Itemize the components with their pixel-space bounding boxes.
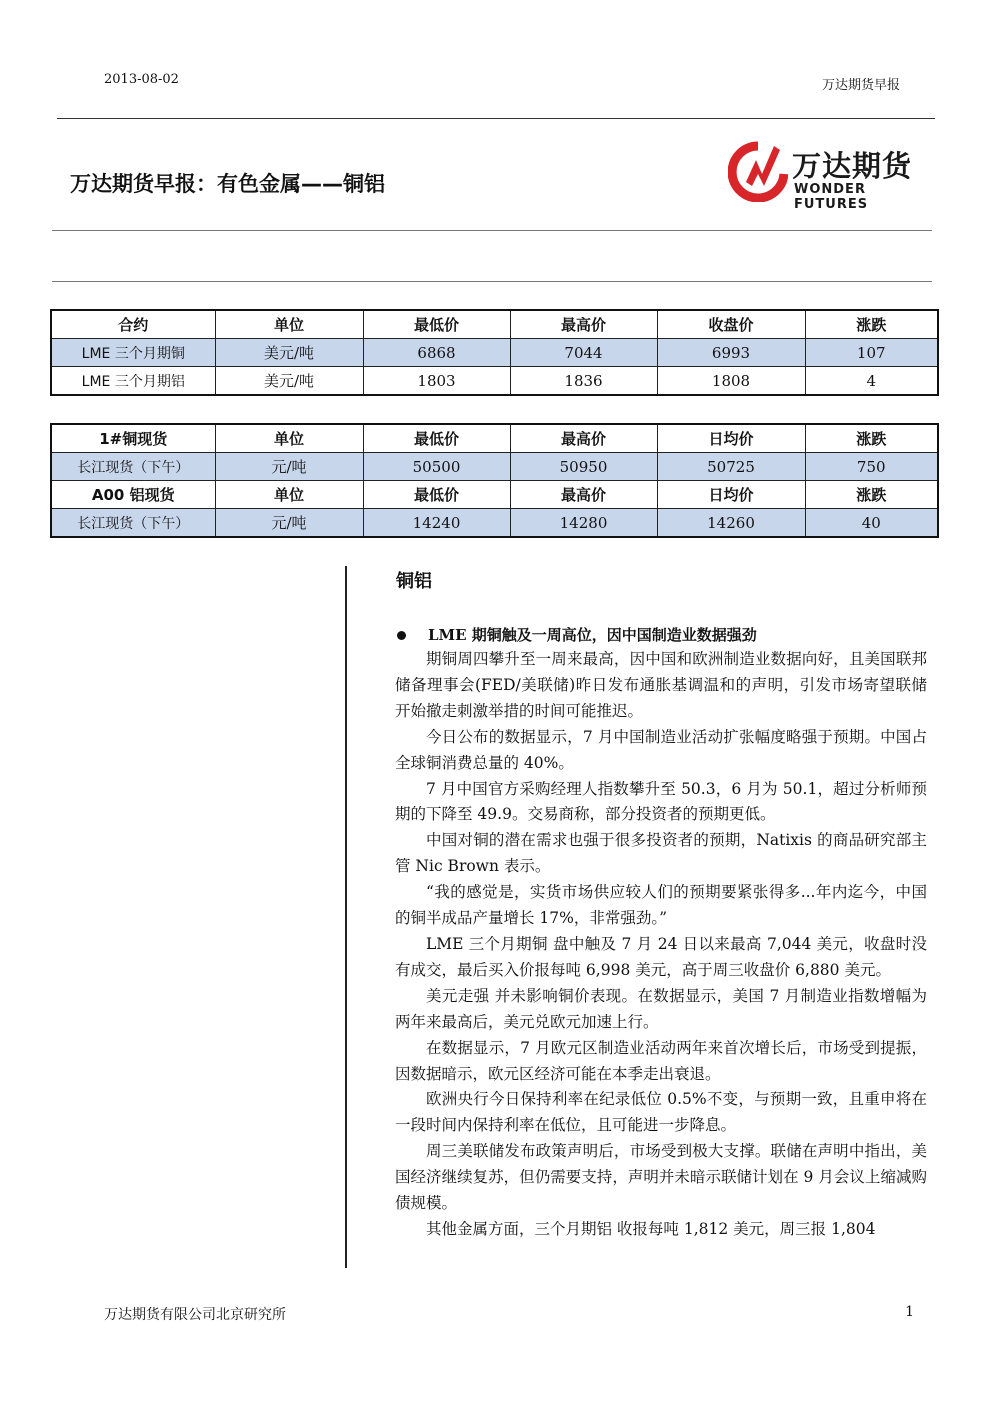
table-row: [51, 339, 938, 367]
logo-text-cn: 万达期货: [792, 149, 913, 183]
paragraph: “我的感觉是，实货市场供应较人们的预期要紧张得多...年内迄今，中国的铜半成品产量增长 17%，非常强劲。”: [395, 883, 927, 928]
page-title: 万达期货早报：有色金属——铜铝: [70, 172, 385, 196]
paragraph: 在数据显示，7 月欧元区制造业活动两年来首次增长后，市场受到提振，因数据暗示，欧元区经济可能在本季走出衰退。: [395, 1038, 927, 1083]
header-cell: 最高价: [510, 481, 657, 509]
low-cell: 50500: [363, 453, 510, 481]
logo-text-en: WONDER FUTURES: [794, 182, 869, 212]
header-cell: 最高价: [510, 310, 657, 339]
paragraph: 其他金属方面，三个月期铝 收报每吨 1,812 美元，周三报 1,804: [426, 1219, 876, 1238]
paragraph: 周三美联储发布政策声明后，市场受到极大支撑。联储在声明中指出，美国经济继续复苏，但仍需要支持，声明并未暗示联储计划在 9 月会议上缩减购债规模。: [395, 1142, 927, 1213]
average-cell: 14260: [657, 509, 805, 538]
report-date: 2013-08-02: [104, 72, 179, 87]
lme-futures-table: [50, 309, 939, 396]
logo-mark-icon: [728, 140, 788, 202]
change-cell: 4: [805, 367, 938, 396]
change-cell: 750: [805, 453, 938, 481]
header-cell: 单位: [215, 481, 363, 509]
headline-text: LME 期铜触及一周高位，因中国制造业数据强劲: [428, 626, 757, 644]
paragraph: 欧洲央行今日保持利率在纪录低位 0.5%不变，与预期一致，且重申将在一段时间内保持利率在低位，且可能进一步降息。: [395, 1090, 927, 1135]
high-cell: 50950: [510, 453, 657, 481]
contract-cell: LME 三个月期铝: [51, 367, 215, 396]
bullet-icon: [397, 631, 406, 640]
header-cell: 最高价: [510, 424, 657, 453]
column-divider: [345, 566, 347, 1268]
company-logo: [728, 140, 938, 212]
average-cell: 50725: [657, 453, 805, 481]
header-brand: 万达期货早报: [821, 78, 900, 93]
paragraph: 中国对铜的潜在需求也强于很多投资者的预期，Natixis 的商品研究部主管 Nic Brown 表示。: [395, 831, 927, 876]
paragraph: LME 三个月期铜 盘中触及 7 月 24 日以来最高 7,044 美元，收盘时没有成交，最后买入价报每吨 6,998 美元，高于周三收盘价 6,880 美元。: [395, 934, 927, 979]
article-body: [395, 647, 927, 1243]
header-cell: 日均价: [657, 424, 805, 453]
table-row: [51, 367, 938, 396]
header-cell: 涨跌: [805, 481, 938, 509]
header-cell: 单位: [215, 310, 363, 339]
paragraph: 期铜周四攀升至一周来最高，因中国和欧洲制造业数据向好，且美国联邦储备理事会(FED/美联储)昨日发布通胀基调温和的声明，引发市场寄望联储开始撤走刺激举措的时间可能推迟。: [395, 650, 927, 720]
table-header-row: [51, 481, 938, 509]
change-cell: 40: [805, 509, 938, 538]
unit-cell: 元/吨: [215, 509, 363, 538]
low-cell: 6868: [363, 339, 510, 367]
title-rule-top: [52, 230, 932, 231]
header-cell: 涨跌: [805, 310, 938, 339]
header-rule: [57, 118, 935, 119]
change-cell: 107: [805, 339, 938, 367]
header-cell: 最低价: [363, 481, 510, 509]
high-cell: 1836: [510, 367, 657, 396]
unit-cell: 元/吨: [215, 453, 363, 481]
header-cell: 日均价: [657, 481, 805, 509]
unit-cell: 美元/吨: [215, 367, 363, 396]
paragraph: 美元走强 并未影响铜价表现。在数据显示，美国 7 月制造业指数增幅为两年来最高后，美元兑欧元加速上行。: [395, 986, 927, 1031]
low-cell: 1803: [363, 367, 510, 396]
market-cell: 长江现货（下午）: [51, 453, 215, 481]
header-cell: 最低价: [363, 424, 510, 453]
paragraph: 今日公布的数据显示，7 月中国制造业活动扩张幅度略强于预期。中国占全球铜消费总量的 40%。: [395, 727, 927, 772]
table-row: [51, 509, 938, 538]
high-cell: 7044: [510, 339, 657, 367]
title-rule-bottom: [52, 281, 932, 282]
paragraph: 7 月中国官方采购经理人指数攀升至 50.3，6 月为 50.1，超过分析师预期的下降至 49.9。交易商称，部分投资者的预期更低。: [395, 779, 927, 824]
header-cell: 收盘价: [657, 310, 805, 339]
close-cell: 1808: [657, 367, 805, 396]
spot-price-table: [50, 423, 939, 538]
table-header-row: [51, 424, 938, 453]
footer-org: 万达期货有限公司北京研究所: [104, 1307, 286, 1323]
header-cell: 1#铜现货: [51, 424, 215, 453]
high-cell: 14280: [510, 509, 657, 538]
unit-cell: 美元/吨: [215, 339, 363, 367]
header-cell: A00 铝现货: [51, 481, 215, 509]
market-cell: 长江现货（下午）: [51, 509, 215, 538]
header-cell: 单位: [215, 424, 363, 453]
table-header-row: [51, 310, 938, 339]
close-cell: 6993: [657, 339, 805, 367]
section-heading: 铜铝: [396, 571, 432, 592]
bullet-headline: [395, 624, 757, 645]
page-number: 1: [905, 1304, 914, 1320]
header-cell: 最低价: [363, 310, 510, 339]
header-cell: 涨跌: [805, 424, 938, 453]
header-cell: 合约: [51, 310, 215, 339]
low-cell: 14240: [363, 509, 510, 538]
table-row: [51, 453, 938, 481]
contract-cell: LME 三个月期铜: [51, 339, 215, 367]
